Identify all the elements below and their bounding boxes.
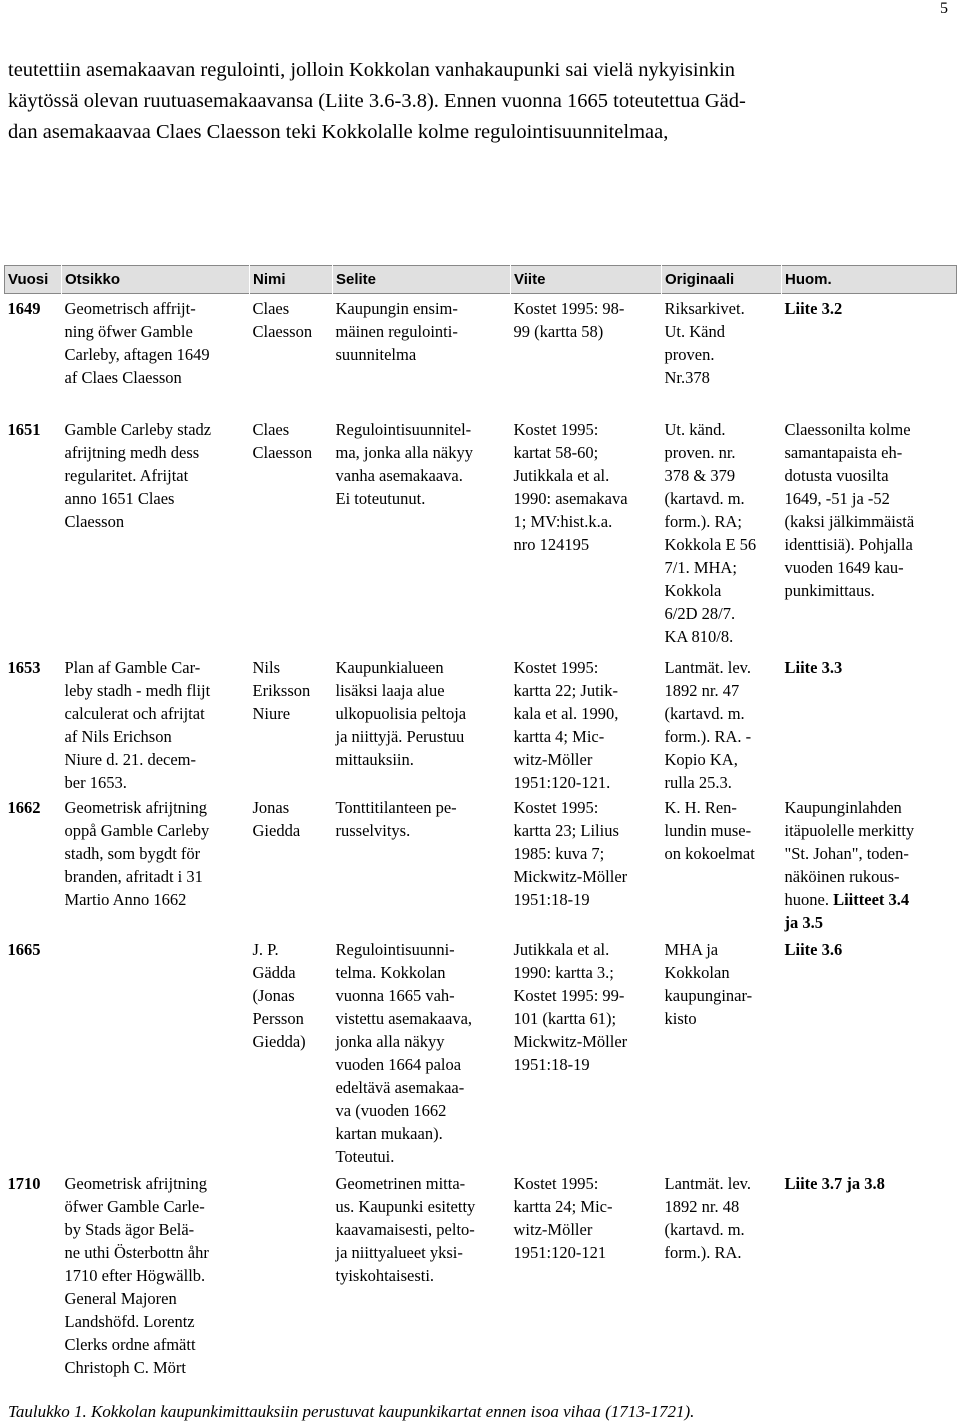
page-number: 5 xyxy=(940,0,948,17)
table-body xyxy=(5,294,957,1380)
cell-viite: Kostet 1995: kartta 24; Mic- witz-Möller 1951:120-121 xyxy=(513,1173,613,1262)
cell-vuosi: 1649 xyxy=(7,299,41,318)
cell-vuosi: 1710 xyxy=(7,1173,41,1193)
cell-huom: Kaupunginlahden itäpuolelle merkitty "St. Johan", toden- näköinen rukous- huone. Liitteet 3.4 ja 3.5 xyxy=(784,797,915,932)
cell-originaali: K. H. Ren- lundin muse- on kokoelmat xyxy=(664,797,755,863)
cell-originaali: Ut. känd. proven. nr. 378 & 379 (kartavd. m. form.). RA; Kokkola E 56 7/1. MHA; Kokkola 6/2D 28/7. KA 810/8. xyxy=(664,419,757,646)
header-nimi: Nimi xyxy=(250,266,333,294)
cell-otsikko: Plan af Gamble Car- leby stadh - medh flijt calculerat och afrijtat af Nils Erichson Niure d. 21. decem- ber 1653. xyxy=(64,657,211,792)
cell-originaali: MHA ja Kokkolan kaupunginar- kisto xyxy=(664,939,753,1028)
cell-huom: Liite 3.6 xyxy=(784,939,843,959)
cell-selite: Regulointisuunnitel- ma, jonka alla näkyy vanha asemakaava. Ei toteutunut. xyxy=(335,419,473,508)
header-originaali: Originaali xyxy=(662,266,782,294)
header-huom: Huom. xyxy=(782,266,957,294)
cell-vuosi: 1662 xyxy=(7,797,41,817)
cell-huom: Liite 3.3 xyxy=(784,657,843,677)
cell-nimi: Nils Eriksson Niure xyxy=(252,657,311,723)
cell-viite: Kostet 1995: kartta 22; Jutik- kala et al. 1990, kartta 4; Mic- witz-Möller 1951:120-121. xyxy=(513,657,619,792)
cell-nimi: Jonas Giedda xyxy=(252,797,301,840)
cell-vuosi: 1651 xyxy=(7,419,41,439)
table-row xyxy=(5,794,957,936)
header-selite: Selite xyxy=(333,266,511,294)
table-caption: Taulukko 1. Kokkolan kaupunkimittauksiin perustuvat kaupunkikartat ennen isoa vihaa (1713-1721). xyxy=(8,1402,695,1421)
cell-selite: Regulointisuunni- telma. Kokkolan vuonna 1665 vah- vistettu asemakaava, jonka alla näkyy vuoden 1664 paloa edeltävä asemakaa- va (vuoden 1662 kartan mukaan). Toteutui. xyxy=(335,939,473,1166)
intro-line: käytössä olevan ruutuasemakaavansa (Liite 3.6-3.8). Ennen vuonna 1665 toteutettua Gäd- xyxy=(8,90,746,112)
cell-nimi xyxy=(250,1170,333,1380)
cell-viite: Jutikkala et al. 1990: kartta 3.; Kostet 1995: 99- 101 (kartta 61); Mickwitz-Möller 1951:18-19 xyxy=(513,939,628,1074)
cell-viite: Kostet 1995: kartta 23; Lilius 1985: kuva 7; Mickwitz-Möller 1951:18-19 xyxy=(513,797,628,909)
table-row xyxy=(5,410,957,650)
cell-originaali: Lantmät. lev. 1892 nr. 47 (kartavd. m. form.). RA. - Kopio KA, rulla 25.3. xyxy=(664,657,752,792)
table-header-row xyxy=(5,266,957,294)
cell-otsikko: Gamble Carleby stadz afrijtning medh dess regularitet. Afrijtat anno 1651 Claes Claesson xyxy=(64,419,212,531)
cell-huom: Liite 3.2 xyxy=(784,299,843,318)
intro-line: dan asemakaavaa Claes Claesson teki Kokkolalle kolme regulointisuunnitelmaa, xyxy=(8,121,669,143)
cell-vuosi: 1653 xyxy=(7,657,41,677)
table-row xyxy=(5,294,957,410)
header-vuosi: Vuosi xyxy=(5,266,62,294)
map-table xyxy=(4,265,957,1380)
intro-paragraph xyxy=(8,55,908,148)
cell-viite: Kostet 1995: 98- 99 (kartta 58) xyxy=(513,299,625,341)
cell-otsikko: Geometrisk afrijtning öfwer Gamble Carle- by Stads ägor Belä- ne uthi Österbottn åhr 1710 efter Högwällb. General Majoren Landshöfd. Lorentz Clerks ordne afmätt Christoph C. Mört xyxy=(64,1173,209,1377)
cell-otsikko xyxy=(62,936,250,1170)
table-row xyxy=(5,650,957,794)
cell-selite: Tonttitilanteen pe- russelvitys. xyxy=(335,797,457,840)
header-otsikko: Otsikko xyxy=(62,266,250,294)
table-row xyxy=(5,1170,957,1380)
cell-originaali: Lantmät. lev. 1892 nr. 48 (kartavd. m. form.). RA. xyxy=(664,1173,751,1262)
cell-otsikko: Geometrisk afrijtning oppå Gamble Carleby stadh, som bygdt för branden, afritadt i 31 Martio Anno 1662 xyxy=(64,797,210,909)
cell-otsikko: Geometrisch affrijt- ning öfwer Gamble Carleby, aftagen 1649 af Claes Claesson xyxy=(64,299,210,387)
intro-line: teutettiin asemakaavan regulointi, jolloin Kokkolan vanhakaupunki sai vielä nykyisinkin xyxy=(8,59,736,81)
cell-vuosi: 1665 xyxy=(7,939,41,959)
cell-huom: Liite 3.7 ja 3.8 xyxy=(784,1173,885,1193)
cell-viite: Kostet 1995: kartat 58-60; Jutikkala et al. 1990: asemakava 1; MV:hist.k.a. nro 124195 xyxy=(513,419,628,554)
cell-nimi: Claes Claesson xyxy=(252,419,313,462)
header-viite: Viite xyxy=(511,266,662,294)
table-row xyxy=(5,936,957,1170)
cell-huom: Claessonilta kolme samantapaista eh- dotusta vuosilta 1649, -51 ja -52 (kaksi jälkimmäistä identtisiä). Pohjalla vuoden 1649 kau- punkimittaus. xyxy=(784,419,915,600)
cell-selite: Geometrinen mitta- us. Kaupunki esitetty kaavamaisesti, pelto- ja niittyalueet yksi- tyiskohtaisesti. xyxy=(335,1173,476,1285)
cell-selite: Kaupunkialueen lisäksi laaja alue ulkopuolisia peltoja ja niittyjä. Perustuu mittauksiin. xyxy=(335,657,467,769)
cell-nimi: J. P. Gädda (Jonas Persson Giedda) xyxy=(252,939,306,1051)
cell-originaali: Riksarkivet. Ut. Känd proven. Nr.378 xyxy=(664,299,745,387)
cell-selite: Kaupungin ensim- mäinen regulointi- suunnitelma xyxy=(335,299,458,364)
cell-nimi: Claes Claesson xyxy=(252,299,313,341)
